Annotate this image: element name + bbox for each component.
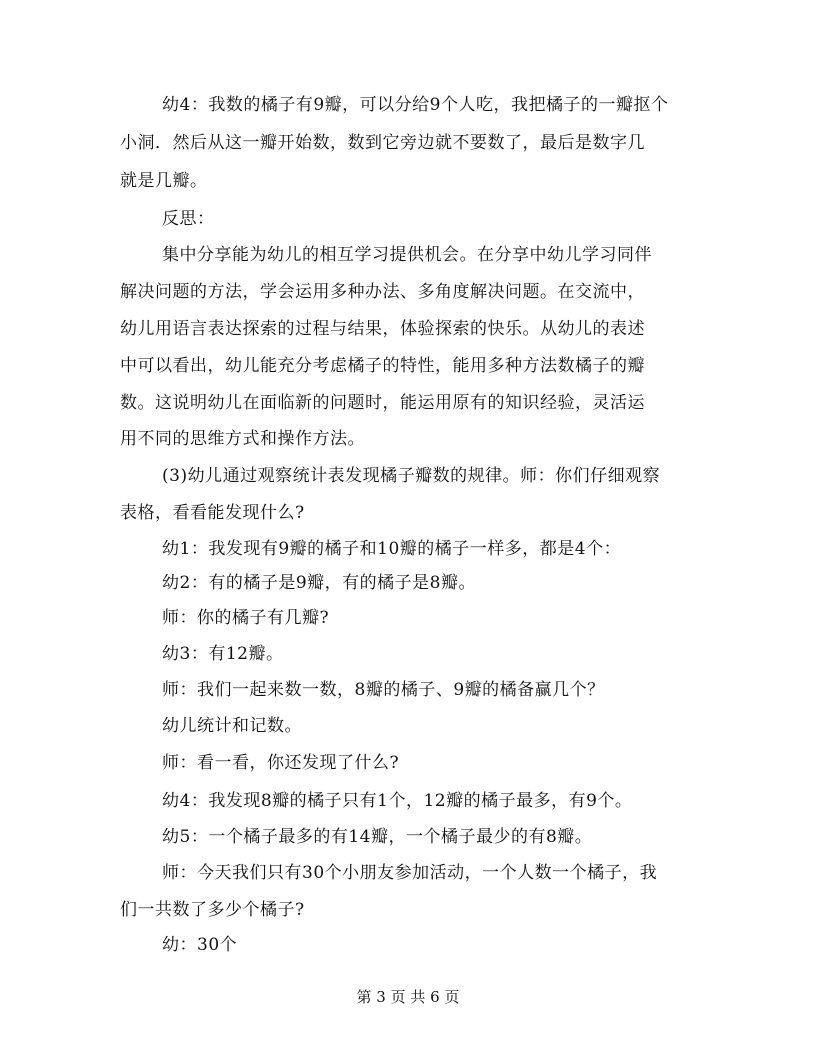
text-line: 小洞．然后从这一瓣开始数，数到它旁边就不要数了，最后是数字几 bbox=[120, 133, 645, 153]
text-line: 师：你的橘子有几瓣? bbox=[162, 608, 330, 628]
text-line: 幼儿统计和记数。 bbox=[162, 716, 302, 736]
text-line: 师：今天我们只有30个小朋友参加活动，一个人数一个橘子，我 bbox=[162, 863, 658, 883]
text-line: 师：看一看，你还发现了什么? bbox=[162, 753, 400, 773]
text-line: 们一共数了多少个橘子? bbox=[120, 900, 305, 920]
page-number-footer: 第 3 页 共 6 页 bbox=[356, 988, 460, 1006]
text-line: 解决问题的方法，学会运用多种办法、多角度解决问题。在交流中， bbox=[120, 282, 645, 302]
text-line: 就是几瓣。 bbox=[120, 171, 208, 191]
text-line: (3)幼儿通过观察统计表发现橘子瓣数的规律。师：你们仔细观察 bbox=[162, 466, 661, 486]
text-line: 数。这说明幼儿在面临新的问题时，能运用原有的知识经验，灵活运 bbox=[120, 393, 645, 413]
text-line: 幼4：我数的橘子有9瓣，可以分给9个人吃，我把橘子的一瓣抠个 bbox=[162, 95, 669, 115]
text-line: 幼儿用语言表达探索的过程与结果，体验探索的快乐。从幼儿的表述 bbox=[120, 319, 645, 339]
text-line: 中可以看出，幼儿能充分考虑橘子的特性，能用多种方法数橘子的瓣 bbox=[120, 356, 645, 376]
text-line: 幼1：我发现有9瓣的橘子和10瓣的橘子一样多，都是4个： bbox=[162, 539, 622, 559]
text-line: 幼：30个 bbox=[162, 935, 238, 955]
text-line: 反思： bbox=[162, 209, 215, 229]
text-line: 幼4：我发现8瓣的橘子只有1个，12瓣的橘子最多，有9个。 bbox=[162, 791, 633, 811]
text-line: 幼5：一个橘子最多的有14瓣，一个橘子最少的有8瓣。 bbox=[162, 827, 593, 847]
text-line: 表格，看看能发现什么? bbox=[120, 503, 305, 523]
text-line: 用不同的思维方式和操作方法。 bbox=[120, 429, 365, 449]
text-line: 集中分享能为幼儿的相互学习提供机会。在分享中幼儿学习同伴 bbox=[162, 245, 652, 265]
text-line: 幼3：有12瓣。 bbox=[162, 644, 284, 664]
text-line: 幼2：有的橘子是9瓣，有的橘子是8瓣。 bbox=[162, 573, 476, 593]
text-line: 师：我们一起来数一数，8瓣的橘子、9瓣的橘备赢几个？ bbox=[162, 680, 605, 700]
